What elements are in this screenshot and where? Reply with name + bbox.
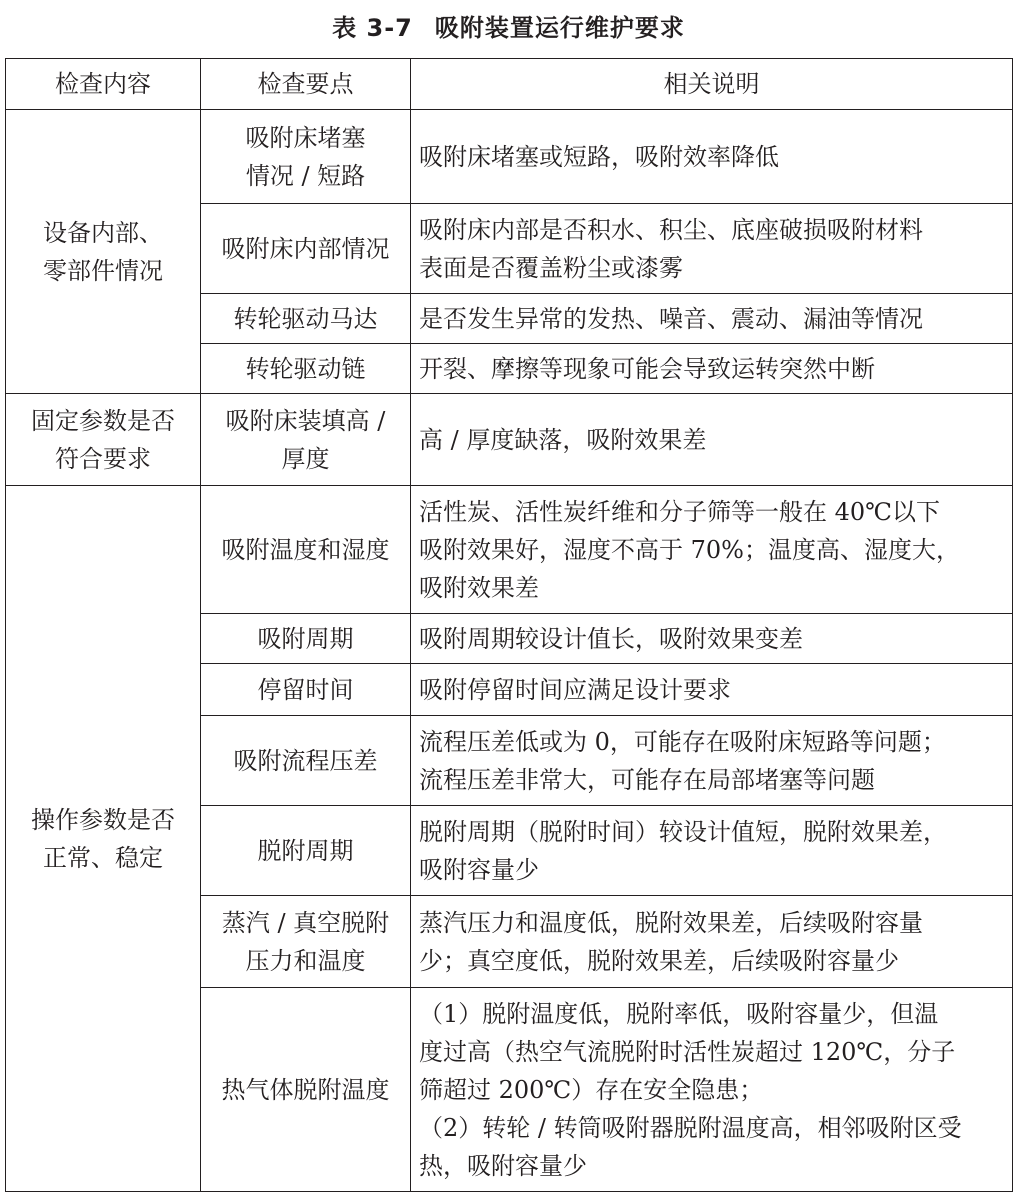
category-line: 设备内部、: [43, 218, 163, 247]
header-category: 检查内容: [6, 59, 201, 110]
description-line: 脱附周期（脱附时间）较设计值短，脱附效果差，: [419, 817, 947, 846]
check-point-line: 吸附床内部情况: [221, 234, 390, 263]
table-row: [6, 394, 1013, 486]
description-line: 吸附停留时间应满足设计要求: [419, 675, 731, 704]
description-cell: [411, 204, 1013, 294]
description-cell: [411, 806, 1013, 896]
description-line: 吸附效果好，湿度不高于 70%；温度高、湿度大，: [419, 535, 960, 564]
check-point-cell: [201, 294, 411, 344]
category-cell: [6, 110, 201, 394]
header-row: [6, 59, 1013, 110]
check-point-line: 吸附温度和湿度: [221, 535, 390, 564]
table-row: [6, 486, 1013, 614]
check-point-line: 吸附床堵塞: [245, 123, 366, 152]
category-line: 固定参数是否: [31, 406, 175, 435]
check-point-line: 热气体脱附温度: [221, 1075, 390, 1104]
check-point-cell: [201, 344, 411, 394]
check-point-cell: [201, 988, 411, 1192]
description-line: （1）脱附温度低，脱附率低，吸附容量少，但温: [419, 999, 939, 1028]
table-caption: [0, 8, 1017, 48]
check-point-cell: [201, 204, 411, 294]
description-line: 流程压差低或为 0，可能存在吸附床短路等问题；: [419, 727, 946, 756]
check-point-cell: [201, 664, 411, 716]
check-point-line: 转轮驱动马达: [233, 304, 378, 333]
description-cell: [411, 716, 1013, 806]
check-point-line: 脱附周期: [257, 836, 354, 865]
header-description: 相关说明: [411, 59, 1013, 110]
category-line: 零部件情况: [43, 256, 163, 285]
description-cell: [411, 110, 1013, 204]
check-point-line: 吸附床装填高 /: [225, 406, 386, 435]
description-cell: [411, 394, 1013, 486]
description-line: 吸附床堵塞或短路，吸附效率降低: [419, 142, 779, 171]
description-line: 热，吸附容量少: [419, 1151, 587, 1180]
table-row: [6, 110, 1013, 204]
check-point-line: 蒸汽 / 真空脱附: [221, 908, 390, 937]
description-cell: [411, 294, 1013, 344]
check-point-cell: [201, 394, 411, 486]
description-line: 吸附周期较设计值长，吸附效果变差: [419, 624, 803, 653]
check-point-line: 吸附流程压差: [233, 746, 378, 775]
description-line: （2）转轮 / 转筒吸附器脱附温度高，相邻吸附区受: [419, 1113, 962, 1142]
description-cell: [411, 664, 1013, 716]
maintenance-requirements-table: [5, 58, 1013, 1192]
check-point-cell: [201, 896, 411, 988]
description-cell: [411, 486, 1013, 614]
category-cell: [6, 486, 201, 1192]
check-point-cell: [201, 806, 411, 896]
description-line: 少；真空度低，脱附效果差，后续吸附容量少: [419, 946, 899, 975]
description-line: 表面是否覆盖粉尘或漆雾: [419, 253, 683, 282]
check-point-cell: [201, 486, 411, 614]
description-line: 度过高（热空气流脱附时活性炭超过 120℃，分子: [419, 1037, 956, 1066]
check-point-line: 转轮驱动链: [245, 354, 366, 383]
description-cell: [411, 896, 1013, 988]
check-point-line: 情况 / 短路: [245, 161, 366, 190]
description-line: 吸附容量少: [419, 855, 539, 884]
check-point-cell: [201, 110, 411, 204]
table-body: [6, 110, 1013, 1192]
check-point-line: 厚度: [281, 444, 330, 473]
description-line: 筛超过 200℃）存在安全隐患；: [419, 1075, 764, 1104]
category-line: 操作参数是否: [31, 805, 175, 834]
description-line: 是否发生异常的发热、噪音、震动、漏油等情况: [419, 304, 923, 333]
check-point-cell: [201, 716, 411, 806]
category-line: 符合要求: [55, 444, 151, 473]
description-line: 吸附床内部是否积水、积尘、底座破损吸附材料: [419, 215, 923, 244]
category-line: 正常、稳定: [43, 843, 163, 872]
check-point-line: 吸附周期: [257, 624, 354, 653]
header-point: 检查要点: [201, 59, 411, 110]
category-cell: [6, 394, 201, 486]
table-title: 吸附装置运行维护要求: [434, 14, 685, 42]
check-point-line: 压力和温度: [245, 946, 366, 975]
table-header: [6, 59, 1013, 110]
description-line: 活性炭、活性炭纤维和分子筛等一般在 40℃以下: [419, 497, 941, 526]
description-line: 吸附效果差: [419, 573, 539, 602]
description-cell: [411, 614, 1013, 664]
description-line: 高 / 厚度缺落，吸附效果差: [419, 425, 707, 454]
description-line: 蒸汽压力和温度低，脱附效果差，后续吸附容量: [419, 908, 923, 937]
description-line: 流程压差非常大，可能存在局部堵塞等问题: [419, 765, 875, 794]
description-cell: [411, 988, 1013, 1192]
table-number: 表 3-7: [332, 14, 413, 42]
check-point-line: 停留时间: [257, 675, 354, 704]
description-cell: [411, 344, 1013, 394]
check-point-cell: [201, 614, 411, 664]
description-line: 开裂、摩擦等现象可能会导致运转突然中断: [419, 354, 875, 383]
